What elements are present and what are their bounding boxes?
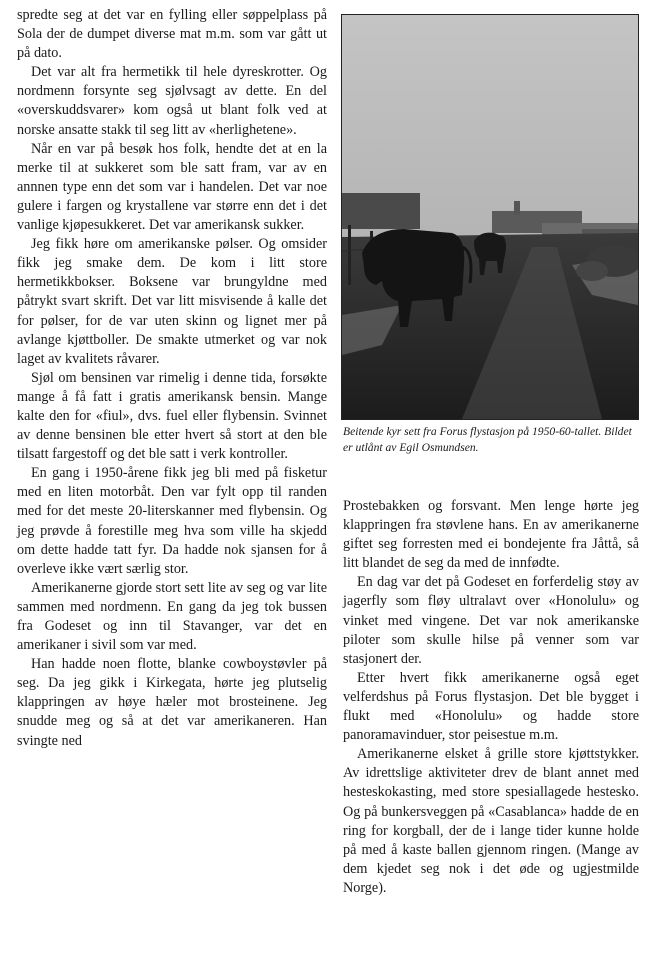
paragraph: Prostebakken og forsvant. Men lenge hørte jeg klappringen fra støvlene hans. En av amerikanerne giftet seg forresten med ei bondejente fra Jåttå, så litt blandet de seg da med de innfødte. (343, 498, 639, 572)
paragraph: Amerikanerne gjorde stort sett lite av seg og var lite sammen med nordmenn. En gang da jeg tok bussen fra Godeset og inn til Stavanger, var det en amerikaner i sivil som var med. (17, 579, 327, 654)
paragraph: Han hadde noen flotte, blanke cowboystøvler på seg. Da jeg gikk i Kirkegata, hørte jeg plutselig klappringen av høye hæler mot brosteinene. Jeg snudde meg og så at det var amerikaneren. Han svingte ned (17, 656, 327, 749)
paragraph: Det var alt fra hermetikk til hele dyreskrotter. Og nordmenn forsynte seg sjølvsagt av dette. En del «overskuddsvarer» kom også ut blant folk ved at norske ansatte stakk til seg litt av «herlighetene». (17, 64, 327, 138)
left-text-column (17, 6, 327, 751)
paragraph: Etter hvert fikk amerikanerne også eget velferdshus på Forus flystasjon. Det ble bygget i flukt med «Honolulu» og hadde store panoramavinduer, stor peisestue m.m. (343, 669, 639, 744)
paragraph: Jeg fikk høre om amerikanske pølser. Og omsider fikk jeg smake dem. De kom i litt store hermetikkbokser. Boksene var brungyldne med påtrykt svart skrift. Det var litt misvisende å kalle det for pølser, for de var uten skinn og lignet mer på avlange kjøttboller. De smakte utmerket og var nok laget av kvalitets råvarer. (17, 236, 327, 367)
cows-photo (341, 14, 639, 420)
paragraph: Når en var på besøk hos folk, hendte det at en la merke til at sukkeret som ble satt fram, var av en annnen type enn det som var i handelen. Det var noe gulere i fargen og krystallene var større enn det i det vanlige kjøpesukkeret. Det var amerikansk sukker. (17, 140, 327, 234)
cows-photo-image (342, 15, 638, 419)
photo-caption: Beitende kyr sett fra Forus flystasjon på 1950-60-tallet. Bildet er utlånt av Egil Osmundsen. (343, 425, 632, 454)
paragraph: En gang i 1950-årene fikk jeg bli med på fisketur med en liten motorbåt. Den var fylt opp til randen med for det meste 20-literskanner med flybensin. Og jeg prøvde å forestille meg hva som ville ha skjedd om dette hadde tatt fyr. Da hadde nok sjansen for å overleve ikke vært særlig stor. (17, 465, 327, 577)
paragraph: En dag var det på Godeset en forferdelig støy av jagerfly som fløy ultralavt over «Honolulu» og vinket med vingene. Det var nok amerikanske piloter som skulle hilse på venner som var stasjonert der. (343, 574, 639, 667)
paragraph: spredte seg at det var en fylling eller søppelplass på Sola der de dumpet diverse mat m.m. som var gått ut på dato. (17, 7, 327, 62)
right-text-column (343, 497, 639, 898)
paragraph: Amerikanerne elsket å grille store kjøttstykker. Av idrettslige aktiviteter drev de blant annet med hesteskokasting, med store spesiallagede hestesko. Og på bunkersveggen på «Casablanca» hadde de en ring for korgball, der de i lange tider kunne holde på med å kaste ballen gjennom ringen. (Mange av dem kjedet seg nok i det øde og ugjestmilde Norge). (343, 746, 639, 896)
paragraph: Sjøl om bensinen var rimelig i denne tida, forsøkte mange å få fatt i gratis amerikansk bensin. Mange kalte den for «fiul», dvs. fuel eller flybensin. Svinnet av denne bensinen ble etter hvert så stort at den ble tilsatt fargestoff og det ble satt i verk kontroller. (17, 369, 327, 463)
